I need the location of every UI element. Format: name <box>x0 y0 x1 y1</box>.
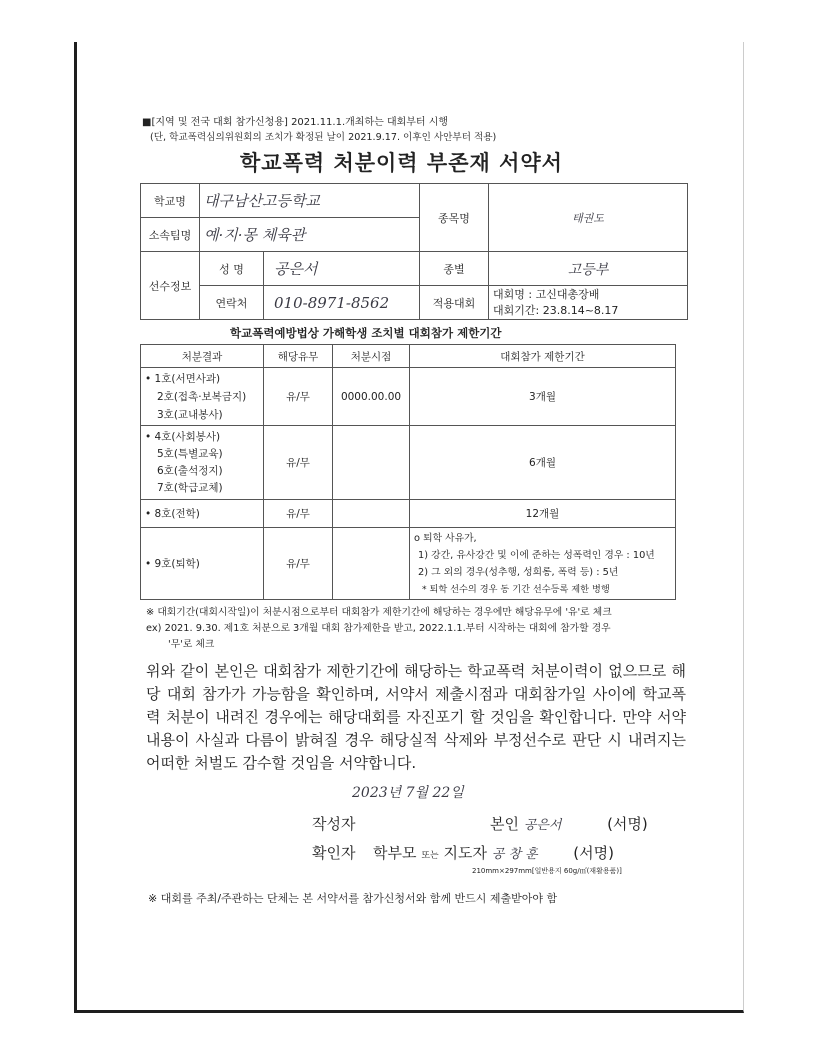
rule3-date-empty <box>333 500 410 528</box>
col-limit: 대회참가 제한기간 <box>410 345 676 368</box>
rule3-a: • 8호(전학) <box>141 500 264 528</box>
team-value: 예·지·몽 체육관 <box>200 218 420 252</box>
confirm-label: 확인자 <box>312 844 356 862</box>
rule2-c: 6호(출석정지) <box>157 464 223 477</box>
coach-seal: (서명) <box>573 844 614 862</box>
rule2-b: 5호(특별교육) <box>157 447 223 460</box>
signature-writer-row <box>312 813 648 834</box>
player-info-label: 선수정보 <box>141 252 200 320</box>
col-result: 처분결과 <box>141 345 264 368</box>
writer-label: 작성자 <box>312 815 356 833</box>
competition-period: 대회기간: 23.8.14~8.17 <box>493 303 619 317</box>
competition-name: 대회명 : 고신대총장배 <box>493 287 600 301</box>
parent-label: 학부모 <box>373 844 417 862</box>
self-seal: (서명) <box>607 815 648 833</box>
rule2-d: 7호(학급교체) <box>157 481 223 494</box>
name-value: 공은서 <box>264 252 420 286</box>
rule1-applicable: 유/무 <box>264 368 333 426</box>
category-label: 종별 <box>420 252 489 286</box>
rule3-limit: 12개월 <box>410 500 676 528</box>
school-label: 학교명 <box>141 184 200 218</box>
document-title: 학교폭력 처분이력 부존재 서약서 <box>240 151 563 175</box>
note-2: ex) 2021. 9.30. 제1호 처분으로 3개월 대회 참가제한을 받고, 2022.1.1.부터 시작하는 대회에 참가할 경우 <box>146 623 611 634</box>
rule4-limit-l1: o 퇴학 사유가, <box>414 532 477 544</box>
event-label: 종목명 <box>420 184 489 252</box>
team-label: 소속팀명 <box>141 218 200 252</box>
col-applicable: 해당유무 <box>264 345 333 368</box>
rule2-applicable: 유/무 <box>264 426 333 500</box>
rule4-limit-l3: 2) 그 외의 경우(성추행, 성희롱, 폭력 등) : 5년 <box>418 566 619 578</box>
header-line-2: (단, 학교폭력심의위원회의 조치가 확정된 날이 2021.9.17. 이후인 사안부터 적용) <box>150 132 497 143</box>
rule2-date-empty <box>333 426 410 500</box>
note-1: ※ 대회기간(대회시작일)이 처분시점으로부터 대회참가 제한기간에 해당하는 경우에만 해당유무에 '유'로 체크 <box>146 607 612 618</box>
rule4-applicable: 유/무 <box>264 528 333 600</box>
coach-name: 공 창 훈 <box>491 847 538 862</box>
rule1-c: 3호(교내봉사) <box>157 408 223 421</box>
self-name: 공은서 <box>523 818 562 833</box>
rule4-a: • 9호(퇴학) <box>141 528 264 600</box>
event-value: 태권도 <box>489 184 688 252</box>
or-label: 또는 <box>421 851 439 861</box>
self-label: 본인 <box>490 815 520 833</box>
school-value: 대구남산고등학교 <box>200 184 420 218</box>
paper-spec: 210mm×297mm[일반용지 60g/㎡(재활용품)] <box>472 867 622 875</box>
rule1-b: 2호(접촉·보복금지) <box>157 390 247 403</box>
contact-label: 연락처 <box>200 286 264 320</box>
col-date: 처분시점 <box>333 345 410 368</box>
rule1-limit: 3개월 <box>410 368 676 426</box>
pledge-body: 위와 같이 본인은 대회참가 제한기간에 해당하는 학교폭력 처분이력이 없으므로 해당 대회 참가가 가능함을 확인하며, 서약서 제출시점과 대회참가일 사이에 학교폭력 처분이 내려진 경우에는 해당대회를 자진포기 할 것임을 확인합니다. 만약 서약내용이 사실과 다름이 밝혀질 경우 해당실적 삭제와 부정선수로 판단 시 내려지는 어떠한 처벌도 감수할 것임을 서약합니다. <box>146 662 686 772</box>
rule4-date-empty <box>333 528 410 600</box>
rule1-a: • 1호(서면사과) <box>145 372 221 385</box>
header-line-1: ■[지역 및 전국 대회 참가신청용] 2021.11.1.개최하는 대회부터 시행 <box>142 117 449 128</box>
rule4-limit-l4: * 퇴학 선수의 경우 동 기간 선수등록 제한 병행 <box>422 583 610 595</box>
rules-heading: 학교폭력예방법상 가해학생 조치별 대회참가 제한기간 <box>230 326 502 340</box>
rule1-date: 0000.00.00 <box>333 368 410 426</box>
category-value: 고등부 <box>489 252 688 286</box>
rule2-a: • 4호(사회봉사) <box>145 430 221 443</box>
info-table <box>140 183 688 320</box>
pledge-date: 2023년 7월 22일 <box>352 785 464 801</box>
rule2-limit: 6개월 <box>410 426 676 500</box>
contact-value: 010-8971-8562 <box>264 286 420 320</box>
coach-label: 지도자 <box>443 844 487 862</box>
rule3-applicable: 유/무 <box>264 500 333 528</box>
rule4-limit-l2: 1) 강간, 유사강간 및 이에 준하는 성폭력인 경우 : 10년 <box>418 549 655 561</box>
footer-note: ※ 대회를 주최/주관하는 단체는 본 서약서를 참가신청서와 함께 반드시 제출받아야 함 <box>148 892 558 905</box>
rules-table <box>140 344 676 600</box>
signature-confirm-row <box>312 842 614 863</box>
name-label: 성 명 <box>200 252 264 286</box>
note-3: '무'로 체크 <box>168 639 215 650</box>
competition-label: 적용대회 <box>420 286 489 320</box>
